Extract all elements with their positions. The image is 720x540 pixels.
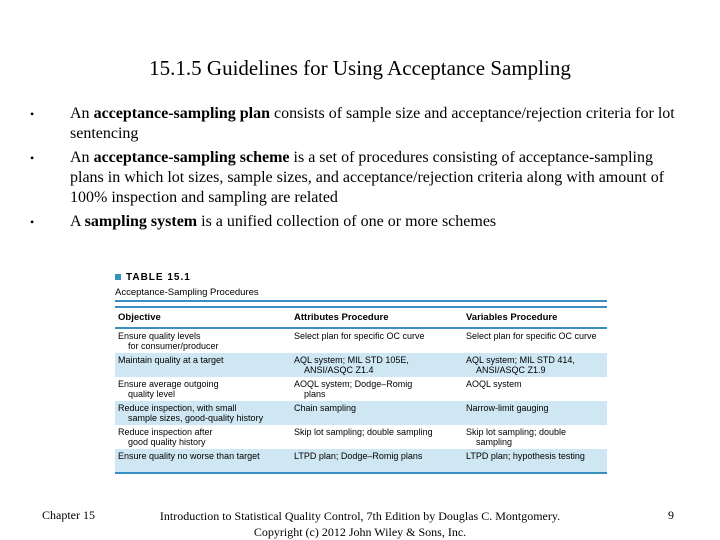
table-cell: Skip lot sampling; double sampling [466,427,567,447]
table-row [115,449,607,473]
table-cell: Reduce inspection after good quality history [118,427,213,447]
table-cell: Select plan for specific OC curve [466,331,597,341]
column-header: Objective [115,307,291,328]
bullet-post: is a unified collection of one or more schemes [197,213,497,230]
caption-square-icon [115,274,121,280]
bullet-dot-icon: • [30,151,35,165]
table-cell: Chain sampling [291,401,463,425]
table-cell: AQL system; MIL STD 105E, ANSI/ASQC Z1.4 [291,353,463,377]
table-caption-text: TABLE 15.1 [126,272,191,283]
slide-title: 15.1.5 Guidelines for Using Acceptance Sampling [149,56,571,80]
table-header-row [115,307,607,328]
table-row [115,401,607,425]
table-row [115,353,607,377]
table-subtitle: Acceptance-Sampling Procedures [115,286,607,302]
page-number: 9 [668,508,674,522]
table-cell: Ensure quality no worse than target [115,449,291,473]
bullet-term: acceptance-sampling plan [93,105,271,122]
bullet-item [30,212,690,232]
table-cell: Narrow-limit gauging [463,401,607,425]
column-header: Attributes Procedure [291,307,463,328]
footer-chapter: Chapter 15 [42,508,95,522]
table-body [115,328,607,473]
bullet-pre: A [70,213,85,230]
bullet-dot-icon: • [30,107,35,121]
table-row [115,377,607,401]
bullet-term: sampling system [84,213,198,230]
procedures-table [115,306,607,474]
footer-citation [140,508,580,540]
table-cell: Select plan for specific OC curve [294,331,425,341]
footer-citation-line1: Introduction to Statistical Quality Control, 7th Edition by Douglas C. Montgomery. [159,509,561,523]
bullet-pre: An [70,149,94,166]
table-cell: AQL system; MIL STD 414, ANSI/ASQC Z1.9 [463,353,607,377]
table-row [115,328,607,353]
table-row [115,425,607,449]
table-cell: AOQL system [466,379,522,389]
table-cell: AOQL system; Dodge–Romig plans [294,379,413,399]
bullet-item [30,104,690,144]
bullet-post: is a set of procedures consisting of acceptance-sampling plans in which lot sizes, sample sizes, and acceptance/rejection criteria along with amount of 100% inspection and sampling are related [70,149,665,206]
table-caption [115,270,607,286]
table-cell: Maintain quality at a target [115,353,291,377]
bullet-list [30,104,690,236]
table-cell: LTPD plan; hypothesis testing [463,449,607,473]
footer-citation-line2: Copyright (c) 2012 John Wiley & Sons, Inc. [253,525,467,539]
bullet-term: acceptance-sampling scheme [93,149,290,166]
bullet-post: consists of sample size and acceptance/rejection criteria for lot sentencing [70,105,675,142]
table-cell: Skip lot sampling; double sampling [294,427,433,437]
bullet-pre: An [70,105,94,122]
table-cell: Ensure quality levels for consumer/producer [118,331,219,351]
column-header: Variables Procedure [463,307,607,328]
procedures-table-figure [115,270,607,474]
table-cell: Ensure average outgoing quality level [118,379,219,399]
bullet-item [30,148,690,208]
table-cell: Reduce inspection, with small sample sizes, good-quality history [115,401,291,425]
bullet-dot-icon: • [30,215,35,229]
table-cell: LTPD plan; Dodge–Romig plans [291,449,463,473]
